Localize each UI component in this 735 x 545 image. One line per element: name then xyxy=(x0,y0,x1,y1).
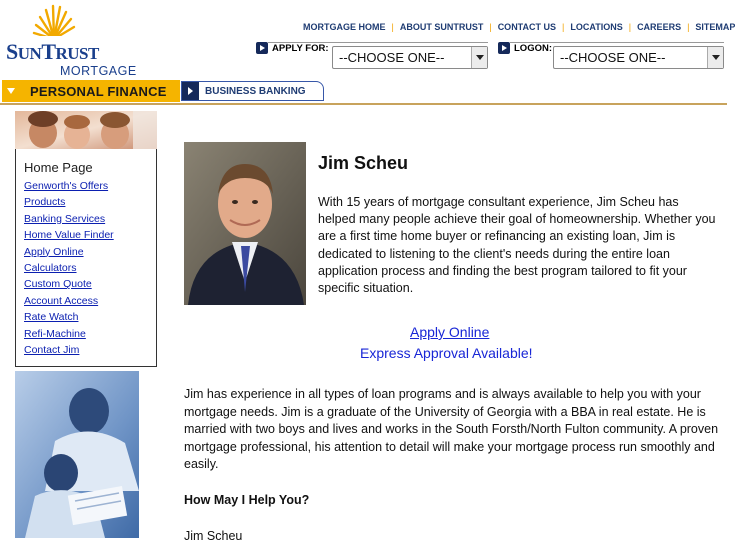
sidebar-link[interactable]: Calculators xyxy=(24,261,77,274)
play-arrow-icon xyxy=(256,42,268,54)
sun-rays-icon xyxy=(28,3,80,41)
apply-online-link[interactable]: Apply Online xyxy=(410,324,490,340)
agent-portrait xyxy=(184,142,306,305)
help-heading: How May I Help You? xyxy=(184,493,310,507)
tab-personal-finance[interactable] xyxy=(2,80,180,102)
sidebar-item-apply-online xyxy=(24,246,114,262)
sidebar-title: Home Page xyxy=(24,160,93,175)
sidebar-link[interactable]: Apply Online xyxy=(24,245,84,258)
nav-mortgage-home[interactable]: MORTGAGE HOME xyxy=(303,22,386,32)
tab-personal-finance-label: PERSONAL FINANCE xyxy=(30,83,167,99)
sidebar-item-home-value-finder xyxy=(24,229,114,245)
sidebar-link[interactable]: Refi-Machine xyxy=(24,327,86,340)
logon-label: LOGON: xyxy=(514,43,552,54)
sidebar-item-refi-machine xyxy=(24,328,114,344)
nav-careers[interactable]: CAREERS xyxy=(637,22,682,32)
sidebar-item-rate-watch xyxy=(24,311,114,327)
apply-for-label: APPLY FOR: xyxy=(272,43,329,54)
sidebar-link[interactable]: Home Value Finder xyxy=(24,229,114,242)
sidebar-item-genworth-offers xyxy=(24,180,114,196)
suntrust-logo[interactable] xyxy=(6,3,137,78)
chevron-down-icon[interactable] xyxy=(707,47,723,68)
nav-about-suntrust[interactable]: ABOUT SUNTRUST xyxy=(399,22,484,32)
top-navigation: MORTGAGE HOME | ABOUT SUNTRUST | CONTACT US | LOCATIONS | CAREERS | SITEMAP xyxy=(303,22,735,32)
nav-contact-us[interactable]: CONTACT US xyxy=(497,22,557,32)
sidebar-item-banking-services xyxy=(24,213,114,229)
sidebar-item-custom-quote xyxy=(24,278,114,294)
nav-locations[interactable]: LOCATIONS xyxy=(570,22,623,32)
tab-business-banking[interactable] xyxy=(181,81,324,101)
play-arrow-icon xyxy=(182,82,199,100)
tab-divider xyxy=(0,103,727,105)
family-photo-banner xyxy=(15,111,157,149)
logo-subtitle: MORTGAGE xyxy=(60,64,137,78)
signature: Jim Scheu xyxy=(184,529,243,543)
nav-sitemap[interactable]: SITEMAP xyxy=(695,22,735,32)
family-photo xyxy=(15,371,139,538)
sidebar-item-products xyxy=(24,196,114,212)
tab-business-banking-label: BUSINESS BANKING xyxy=(205,85,306,97)
logon-group xyxy=(498,41,552,54)
apply-for-value: --CHOOSE ONE-- xyxy=(339,50,445,65)
sidebar-link[interactable]: Account Access xyxy=(24,294,99,307)
sidebar-item-calculators xyxy=(24,262,114,278)
apply-for-group xyxy=(256,41,329,54)
logo-wordmark: SUNTRUST xyxy=(6,39,99,64)
sidebar-links xyxy=(24,180,114,360)
logon-value: --CHOOSE ONE-- xyxy=(560,50,666,65)
sidebar-link[interactable]: Rate Watch xyxy=(24,311,79,324)
agent-bio: Jim has experience in all types of loan programs and is always available to help you with your mortgage needs. Jim is a graduate of the University of Georgia with a BBA in real estate. He is married with two boys and lives and works in the South Forsth/North Fulton community. A proven mortgage professional, his attention to detail will make your mortgage process run smoothly and easily. xyxy=(184,387,719,472)
sidebar-item-contact-jim xyxy=(24,344,114,360)
sidebar-link[interactable]: Custom Quote xyxy=(24,278,92,291)
triangle-down-icon xyxy=(3,82,21,100)
play-arrow-icon xyxy=(498,42,510,54)
logon-select[interactable] xyxy=(553,46,724,69)
agent-name: Jim Scheu xyxy=(318,153,409,173)
sidebar-item-account-access xyxy=(24,295,114,311)
chevron-down-icon[interactable] xyxy=(471,47,487,68)
sidebar-link[interactable]: Banking Services xyxy=(24,212,106,225)
sidebar-link[interactable]: Genworth's Offers xyxy=(24,180,109,192)
sidebar-link[interactable]: Contact Jim xyxy=(24,343,80,356)
express-approval-text: Express Approval Available! xyxy=(360,345,533,361)
apply-for-select[interactable] xyxy=(332,46,488,69)
agent-intro: With 15 years of mortgage consultant experience, Jim Scheu has helped many people achieve their goal of homeownership. Whether you are a first time home buyer or refinancing an existing loan, Jim is dedicated to listening to the client's needs during the entire loan application process and finding the best program tailored to fit your specific situation. xyxy=(318,195,716,296)
sidebar-link[interactable]: Products xyxy=(24,196,66,209)
